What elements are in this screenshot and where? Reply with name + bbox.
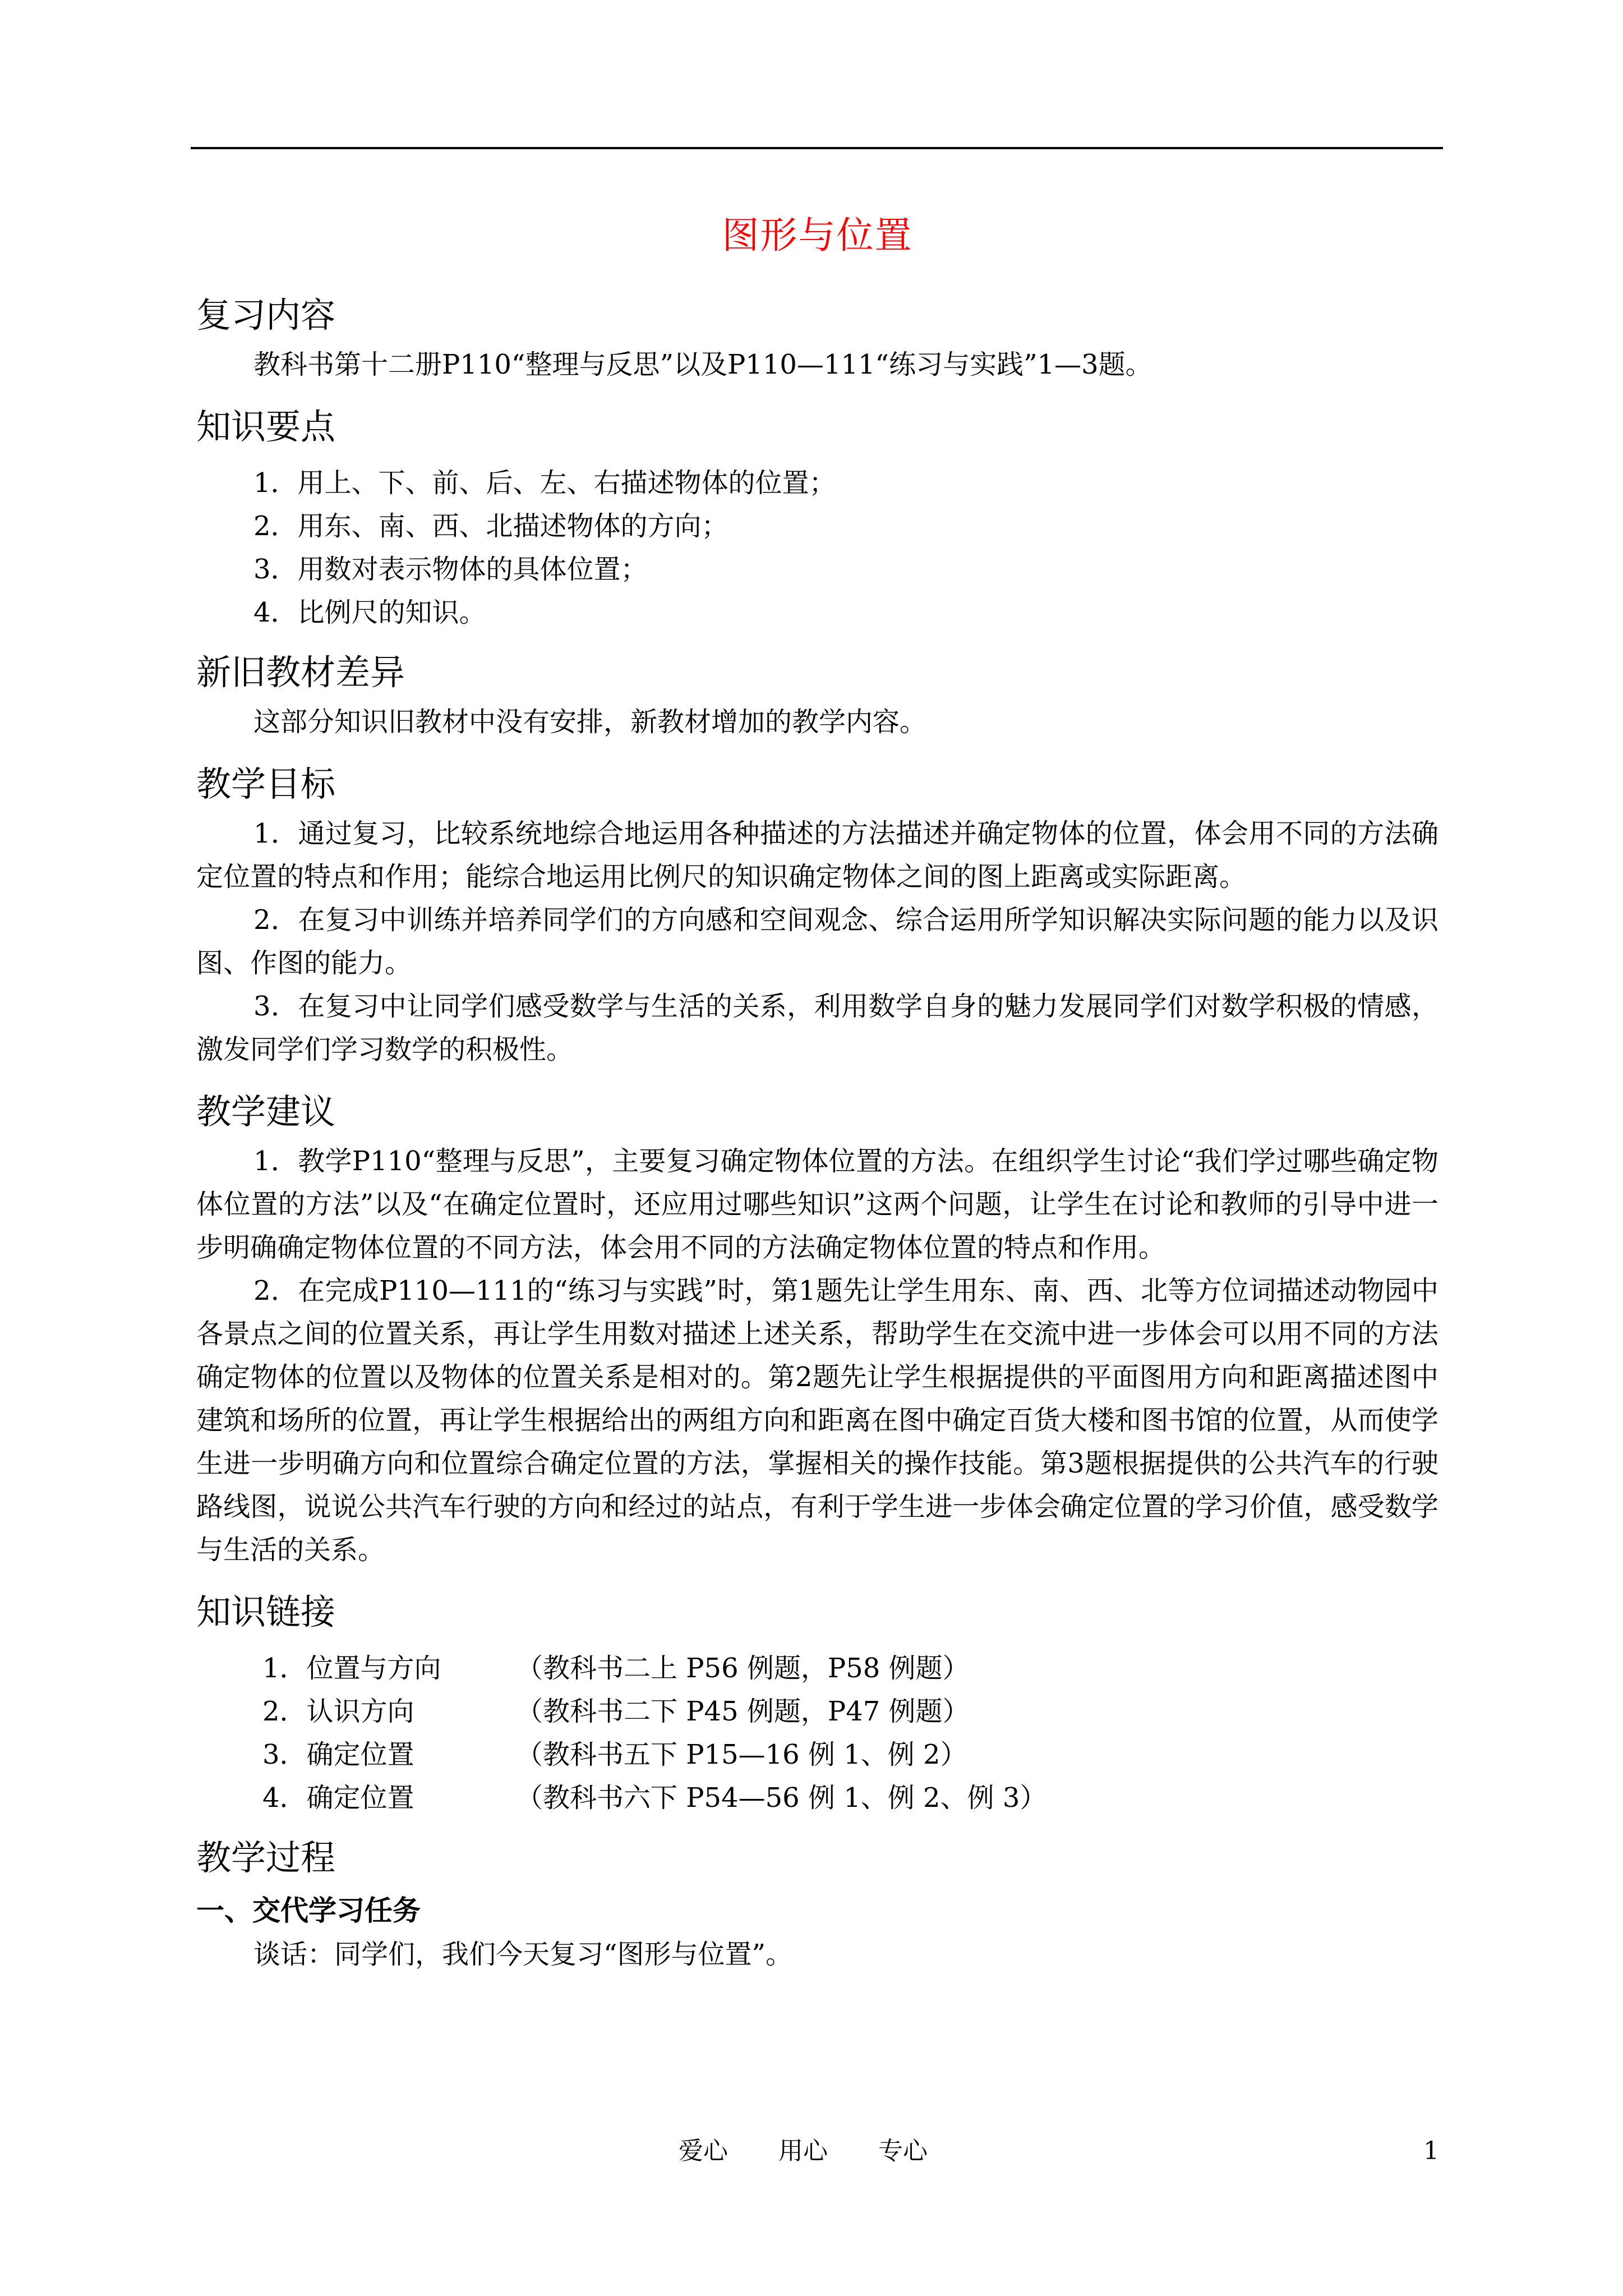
teaching-process-text: 谈话：同学们，我们今天复习“图形与位置”。 (253, 1939, 793, 1970)
section-heading-textbook-diff: 新旧教材差异 (196, 652, 405, 693)
knowledge-link-label: 4．确定位置 (262, 1782, 414, 1814)
teaching-suggestion-paragraph: 2．在完成P110—111的“练习与实践”时，第1题先让学生用东、南、西、北等方位词描述动物园中各景点之间的位置关系，再让学生用数对描述上述关系，帮助学生在交流中进一步体会可以用不同的方法确定物体的位置以及物体的位置关系是相对的。第2题先让学生根据提供的平面图用方向和距离描述图中建筑和场所的位置，再让学生根据给出的两组方向和距离在图中确定百货大楼和图书馆的位置，从而使学生进一步明确方向和位置综合确定位置的方法，掌握相关的操作技能。第3题根据提供的公共汽车的行驶路线图，说说公共汽车行驶的方向和经过的站点，有利于学生进一步体会确定位置的学习价值，感受数学与生活的关系。 (196, 1275, 1438, 1566)
knowledge-links-list (196, 1647, 1438, 1820)
key-point-item: 3．用数对表示物体的具体位置； (253, 554, 648, 585)
knowledge-link-reference: （教科书五下 P15—16 例 1、例 2） (516, 1739, 967, 1770)
teaching-suggestion-paragraph: 1．教学P110“整理与反思”，主要复习确定物体位置的方法。在组织学生讨论“我们学过哪些确定物体位置的方法”以及“在确定位置时，还应用过哪些知识”这两个问题，让学生在讨论和教师的引导中进一步明确确定物体位置的不同方法，体会用不同的方法确定物体位置的特点和作用。 (196, 1145, 1438, 1263)
section-heading-key-points: 知识要点 (196, 406, 336, 447)
section-heading-teaching-goals: 教学目标 (196, 763, 336, 804)
section-heading-teaching-suggestions: 教学建议 (196, 1091, 336, 1132)
knowledge-link-reference: （教科书六下 P54—56 例 1、例 2、例 3） (516, 1782, 1047, 1814)
section-heading-knowledge-links: 知识链接 (196, 1591, 336, 1632)
teaching-goal-paragraph: 2．在复习中训练并培养同学们的方向感和空间观念、综合运用所学知识解决实际问题的能力以及识图、作图的能力。 (196, 904, 1438, 979)
knowledge-link-item (196, 1733, 1438, 1777)
textbook-diff-text: 这部分知识旧教材中没有安排，新教材增加的教学内容。 (253, 706, 927, 738)
knowledge-link-label: 3．确定位置 (262, 1739, 414, 1770)
key-points-list (196, 462, 1438, 634)
knowledge-link-reference: （教科书二下 P45 例题，P47 例题） (516, 1696, 970, 1727)
key-point-item: 1．用上、下、前、后、左、右描述物体的位置； (253, 467, 836, 499)
teaching-process-subheading: 一、交代学习任务 (196, 1894, 421, 1927)
teaching-goal-paragraph: 1．通过复习，比较系统地综合地运用各种描述的方法描述并确定物体的位置，体会用不同的方法确定位置的特点和作用；能综合地运用比例尺的知识确定物体之间的图上距离或实际距离。 (196, 818, 1438, 892)
key-point-item: 4．比例尺的知识。 (253, 597, 486, 628)
footer-motto (679, 2129, 928, 2174)
knowledge-link-item (196, 1647, 1438, 1690)
knowledge-link-label: 1．位置与方向 (262, 1653, 441, 1684)
knowledge-link-label: 2．认识方向 (262, 1696, 414, 1727)
review-content-text: 教科书第十二册P110“整理与反思”以及P110—111“练习与实践”1—3题。 (253, 349, 1152, 380)
section-heading-teaching-process: 教学过程 (196, 1837, 336, 1878)
footer-motto-word: 用心 (778, 2137, 828, 2165)
section-heading-review-content: 复习内容 (196, 295, 336, 335)
knowledge-link-item (196, 1777, 1438, 1820)
knowledge-link-reference: （教科书二上 P56 例题，P58 例题） (516, 1653, 970, 1684)
page-number: 1 (1423, 2137, 1439, 2165)
document-title: 图形与位置 (722, 214, 913, 257)
header-rule (191, 147, 1443, 149)
key-point-item: 2．用东、南、西、北描述物体的方向； (253, 510, 728, 542)
knowledge-link-item (196, 1690, 1438, 1733)
page-content (196, 202, 1438, 1976)
teaching-goal-paragraph: 3．在复习中让同学们感受数学与生活的关系，利用数学自身的魅力发展同学们对数学积极的情感，激发同学们学习数学的积极性。 (196, 991, 1438, 1065)
footer-motto-word: 专心 (878, 2137, 928, 2165)
footer-motto-word: 爱心 (679, 2137, 728, 2165)
page-footer (0, 2129, 1623, 2174)
